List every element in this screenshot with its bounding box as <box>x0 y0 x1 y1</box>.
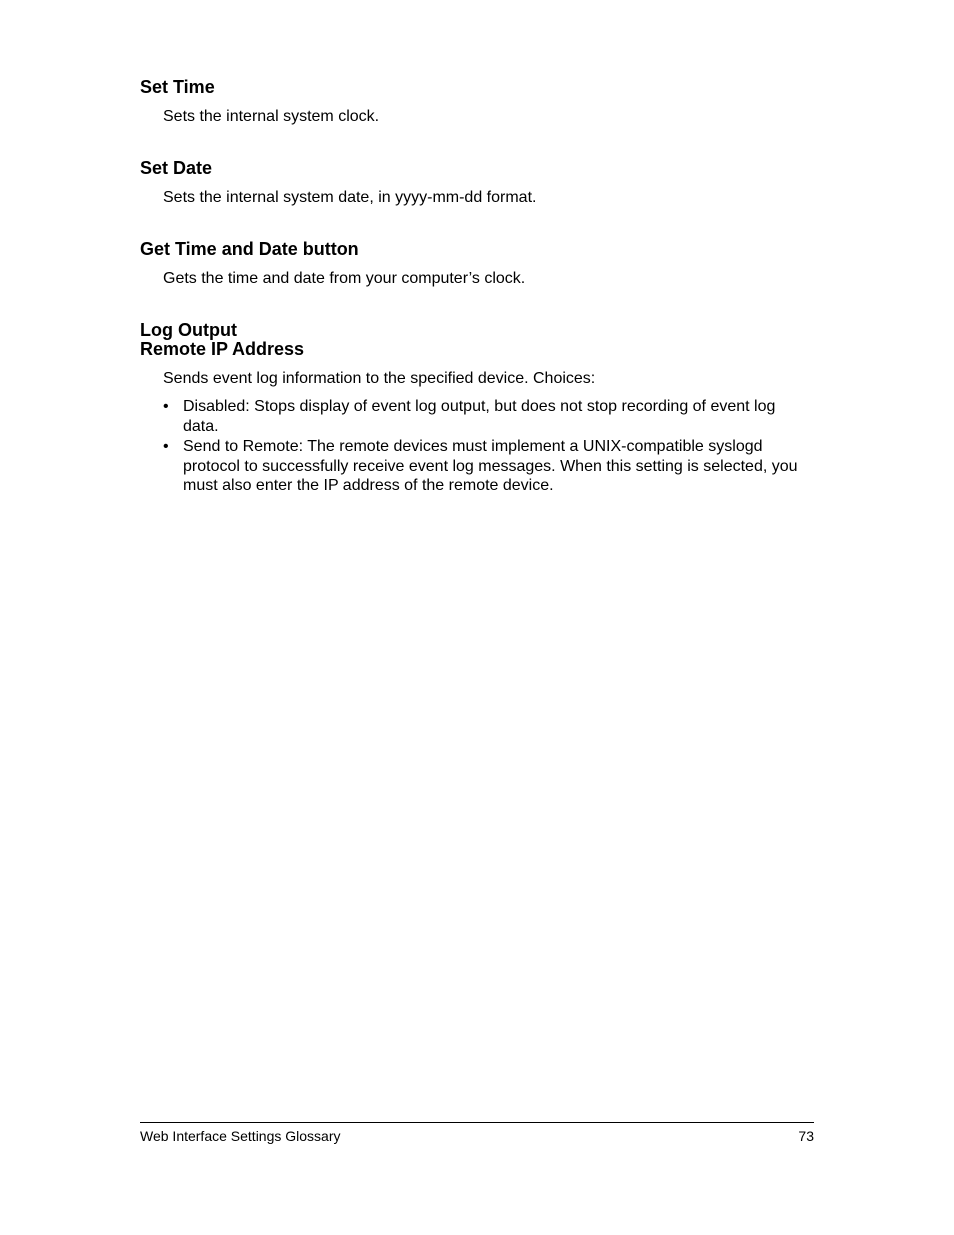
bullet-icon: • <box>163 438 169 455</box>
section-heading: Set Date <box>140 158 213 178</box>
section-log-output <box>140 321 814 496</box>
section-set-date <box>140 159 814 207</box>
list-item <box>163 437 814 496</box>
section-set-time <box>140 78 814 126</box>
section-description: Sets the internal system clock. <box>163 108 380 125</box>
choices-list <box>163 397 814 496</box>
section-description: Sends event log information to the specified device. Choices: <box>163 370 596 387</box>
list-item-text: Send to Remote: The remote devices must implement a UNIX-compatible syslogd protocol to successfully receive event log messages. When this setting is selected, you must also enter the IP address of the remote device. <box>183 438 798 494</box>
footer-title: Web Interface Settings Glossary <box>140 1128 341 1144</box>
section-heading: Get Time and Date button <box>140 239 359 259</box>
page-content <box>140 78 814 529</box>
list-item-text: Disabled: Stops display of event log output, but does not stop recording of event log data. <box>183 398 776 435</box>
footer-divider <box>140 1122 814 1123</box>
section-description: Gets the time and date from your computer’s clock. <box>163 270 526 287</box>
bullet-icon: • <box>163 398 169 415</box>
section-description: Sets the internal system date, in yyyy-mm-dd format. <box>163 189 537 206</box>
section-heading: Set Time <box>140 77 215 97</box>
section-subheading: Remote IP Address <box>140 339 305 359</box>
page-number: 73 <box>798 1128 814 1144</box>
section-heading: Log Output <box>140 320 237 340</box>
list-item <box>163 397 814 436</box>
section-get-time-date-button <box>140 240 814 288</box>
